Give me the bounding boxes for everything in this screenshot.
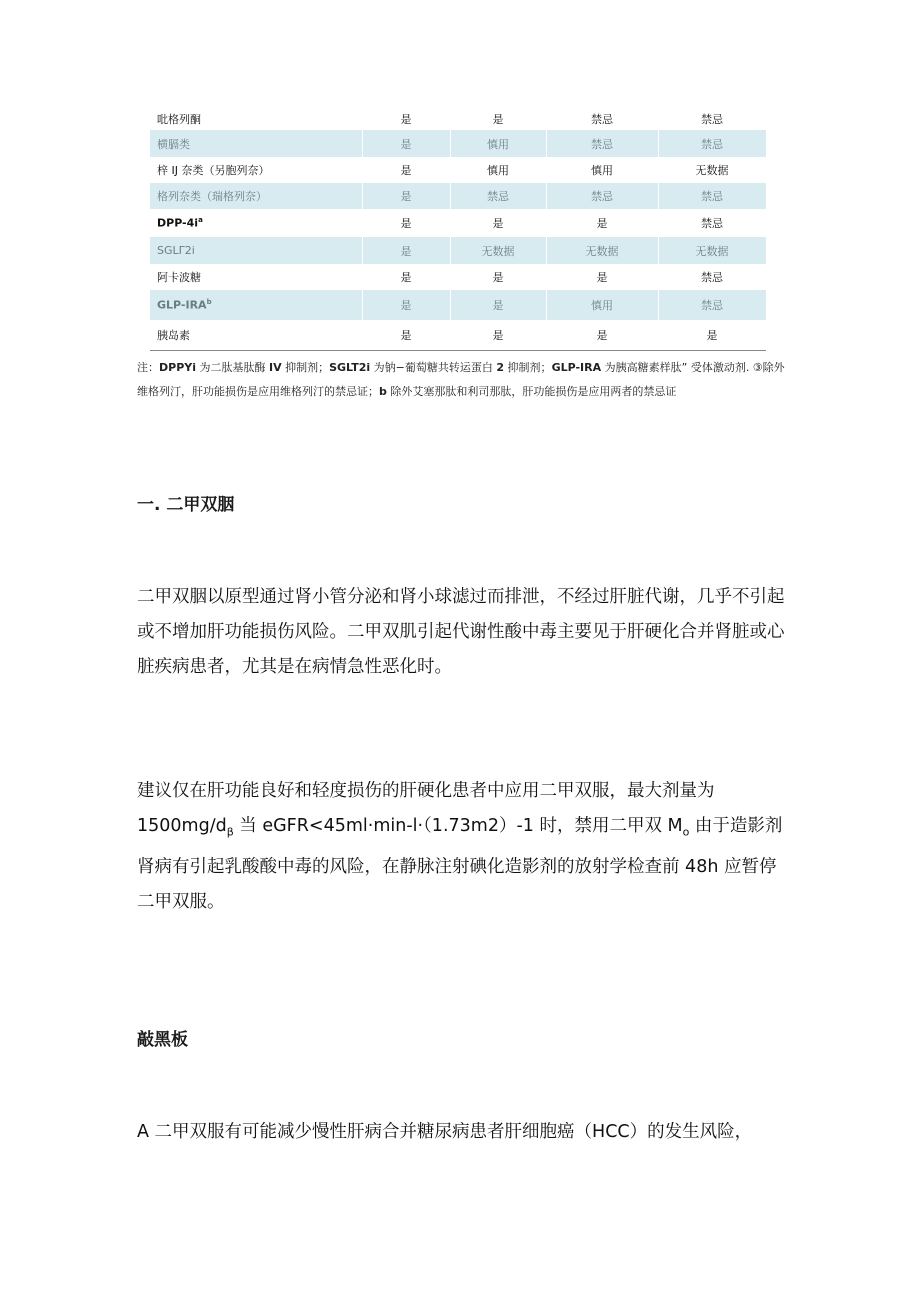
- table-cell: [658, 136, 766, 152]
- column-divider: [450, 237, 451, 264]
- column-divider: [362, 290, 363, 320]
- metformin-paragraph-1: 二甲双胭以原型通过肾小管分泌和肾小球滤过而排泄，不经过肝脏代谢，几乎不引起或不增加肝功能损伤风险。二甲双肌引起代谢性酸中毒主要见于肝硬化合并肾脏或心脏疾病患者，尤其是在病情急性恶化时。: [137, 587, 785, 677]
- para2-subscript: β: [226, 825, 234, 839]
- table-cell: [362, 269, 450, 285]
- table-cell-text: 禁忌: [701, 190, 723, 203]
- table-cell: [658, 269, 766, 285]
- column-divider: [546, 183, 547, 209]
- drug-name-cell-text: 吡格列酮: [157, 113, 201, 126]
- table-cell-text: 是: [596, 329, 608, 342]
- metformin-paragraph-2: [137, 774, 787, 920]
- column-divider: [658, 290, 659, 320]
- drug-name-cell-text: 梓 IJ 奈类（另胞列奈）: [157, 164, 270, 177]
- drug-name-cell-text: 阿卡波糖: [157, 271, 201, 284]
- table-cell-text: 是: [492, 113, 504, 126]
- note-term: DPPYi: [159, 361, 196, 374]
- table-cell-text: 禁忌: [701, 217, 723, 230]
- column-divider: [362, 183, 363, 209]
- table-cell: [450, 327, 546, 343]
- drug-name-cell-text: 横膈类: [157, 137, 190, 151]
- table-cell: [362, 162, 450, 178]
- table-cell: [658, 188, 766, 204]
- drug-table: [150, 108, 766, 351]
- table-cell-text: 慎用: [591, 299, 613, 312]
- table-cell-text: 禁忌: [701, 113, 723, 126]
- table-cell-text: 禁忌: [487, 190, 509, 203]
- note-text: 抑制剂；: [504, 361, 552, 374]
- drug-name-cell-text: 胰岛素: [157, 329, 190, 342]
- table-row: [150, 264, 766, 290]
- column-divider: [450, 183, 451, 209]
- drug-name-cell-text: DPP-4i: [157, 216, 199, 230]
- table-cell: [362, 327, 450, 343]
- para2-text: 由于造影剂肾病有引起乳酸酸中毒的风险，在静脉注射碘化造影剂的放射学检查前 48h 应暂停二甲双服。: [137, 816, 783, 912]
- drug-name-cell-text: 格列奈类（瑞格列奈）: [157, 190, 267, 203]
- table-cell: [362, 215, 450, 231]
- para2-subscript: o: [682, 825, 690, 839]
- drug-name-cell: [150, 216, 362, 230]
- drug-name-cell: [150, 244, 362, 257]
- table-cell: [546, 327, 658, 343]
- note-text: 为胰高糖素样肽” 受体激动剂. ③除外维格列汀，肝功能损伤是应用维格列汀的禁忌证；: [137, 361, 785, 398]
- note-text: 为钠−葡萄糖共转运蛋白: [370, 361, 497, 374]
- note-prefix: 注：: [137, 361, 159, 374]
- table-cell-text: 是: [492, 217, 504, 230]
- column-divider: [450, 290, 451, 320]
- table-cell: [658, 327, 766, 343]
- column-divider: [546, 290, 547, 320]
- table-row: [150, 290, 766, 320]
- column-divider: [362, 130, 363, 157]
- key-points-paragraph: A 二甲双服有可能减少慢性肝病合并糖尿病患者肝细胞癌（HCC）的发生风险，: [137, 1122, 753, 1142]
- drug-name-cell: [150, 162, 362, 178]
- table-row: [150, 320, 766, 350]
- table-cell: [546, 162, 658, 178]
- table-cell-text: 禁忌: [701, 271, 723, 284]
- section-heading-metformin: 一. 二甲双胭: [137, 495, 235, 515]
- table-row: [150, 130, 766, 157]
- drug-name-cell: [150, 298, 362, 312]
- table-cell-text: 无数据: [585, 244, 619, 258]
- table-cell: [362, 111, 450, 127]
- table-cell-text: 无数据: [695, 164, 729, 177]
- table-cell: [450, 269, 546, 285]
- note-term: SGLT2i: [329, 361, 371, 374]
- drug-name-cell: [150, 269, 362, 285]
- table-footnote: [137, 356, 787, 404]
- table-cell: [362, 297, 450, 313]
- footnote-marker: a: [198, 216, 203, 225]
- column-divider: [546, 237, 547, 264]
- table-cell: [546, 297, 658, 313]
- table-cell-text: 禁忌: [701, 137, 723, 151]
- table-cell: [658, 297, 766, 313]
- table-cell: [362, 188, 450, 204]
- drug-name-cell-text: SGLΓ2i: [157, 244, 195, 257]
- table-cell-text: 是: [400, 271, 412, 284]
- table-cell-text: 是: [400, 244, 412, 258]
- table-cell: [450, 297, 546, 313]
- note-text: 除外艾塞那肽和利司那肽，肝功能损伤是应用两者的禁忌证: [386, 385, 677, 398]
- table-row: [150, 157, 766, 183]
- table-cell: [658, 162, 766, 178]
- table-cell-text: 是: [492, 271, 504, 284]
- column-divider: [546, 130, 547, 157]
- table-cell-text: 是: [596, 271, 608, 284]
- table-cell: [362, 136, 450, 152]
- table-cell-text: 禁忌: [591, 190, 613, 203]
- table-cell-text: 慎用: [591, 164, 613, 177]
- table-cell-text: 无数据: [695, 244, 729, 258]
- table-cell: [546, 111, 658, 127]
- drug-name-cell-text: GLP-IRA: [157, 298, 207, 312]
- note-term: 2: [496, 361, 505, 374]
- table-cell-text: 是: [492, 329, 504, 342]
- table-row: [150, 237, 766, 264]
- table-row: [150, 108, 766, 130]
- drug-name-cell: [150, 136, 362, 152]
- table-cell: [450, 243, 546, 259]
- note-term: GLP-IRA: [551, 361, 602, 374]
- table-cell-text: 慎用: [487, 137, 509, 151]
- table-cell-text: 禁忌: [701, 299, 723, 312]
- table-cell: [450, 136, 546, 152]
- table-cell: [546, 243, 658, 259]
- table-cell: [658, 215, 766, 231]
- table-cell-text: 是: [400, 113, 412, 126]
- table-cell: [546, 269, 658, 285]
- column-divider: [450, 130, 451, 157]
- note-text: 抑制剂；: [281, 361, 330, 374]
- drug-name-cell: [150, 327, 362, 343]
- section-heading-key-points: 敲黑板: [137, 1030, 188, 1050]
- note-text: 为二肽基肽酶: [196, 361, 269, 374]
- para2-text: 建议仅在肝功能良好和轻度损伤的肝硬化患者中应用二甲双服，最大剂量为 1500mg∕d: [137, 781, 715, 836]
- table-cell: [362, 243, 450, 259]
- footnote-marker: b: [206, 298, 212, 307]
- table-cell-text: 是: [400, 299, 412, 312]
- table-cell-text: 禁忌: [591, 113, 613, 126]
- table-cell-text: 是: [400, 329, 412, 342]
- column-divider: [658, 237, 659, 264]
- column-divider: [658, 183, 659, 209]
- table-cell-text: 是: [400, 164, 412, 177]
- table-cell-text: 是: [400, 217, 412, 230]
- table-cell-text: 慎用: [487, 164, 509, 177]
- table-cell: [546, 136, 658, 152]
- table-cell: [546, 188, 658, 204]
- note-term: b: [379, 385, 387, 398]
- table-cell: [658, 243, 766, 259]
- table-cell: [450, 162, 546, 178]
- table-cell: [450, 215, 546, 231]
- table-cell: [546, 215, 658, 231]
- table-row: [150, 183, 766, 209]
- column-divider: [362, 237, 363, 264]
- note-term: IV: [269, 361, 282, 374]
- drug-name-cell: [150, 111, 362, 127]
- table-cell-text: 是: [400, 137, 412, 151]
- table-cell-text: 是: [400, 190, 412, 203]
- table-bottom-rule: [150, 350, 766, 351]
- table-cell: [658, 111, 766, 127]
- table-cell-text: 禁忌: [591, 137, 613, 151]
- drug-name-cell: [150, 188, 362, 204]
- table-cell-text: 是: [596, 217, 608, 230]
- table-cell-text: 是: [492, 299, 504, 312]
- para2-text: 当 eGFR<45ml·min-l·（1.73m2）-1 时，禁用二甲双 M: [233, 816, 683, 836]
- table-cell: [450, 188, 546, 204]
- column-divider: [658, 130, 659, 157]
- table-cell: [450, 111, 546, 127]
- table-cell-text: 是: [706, 329, 718, 342]
- table-row: [150, 209, 766, 237]
- table-cell-text: 无数据: [481, 244, 515, 258]
